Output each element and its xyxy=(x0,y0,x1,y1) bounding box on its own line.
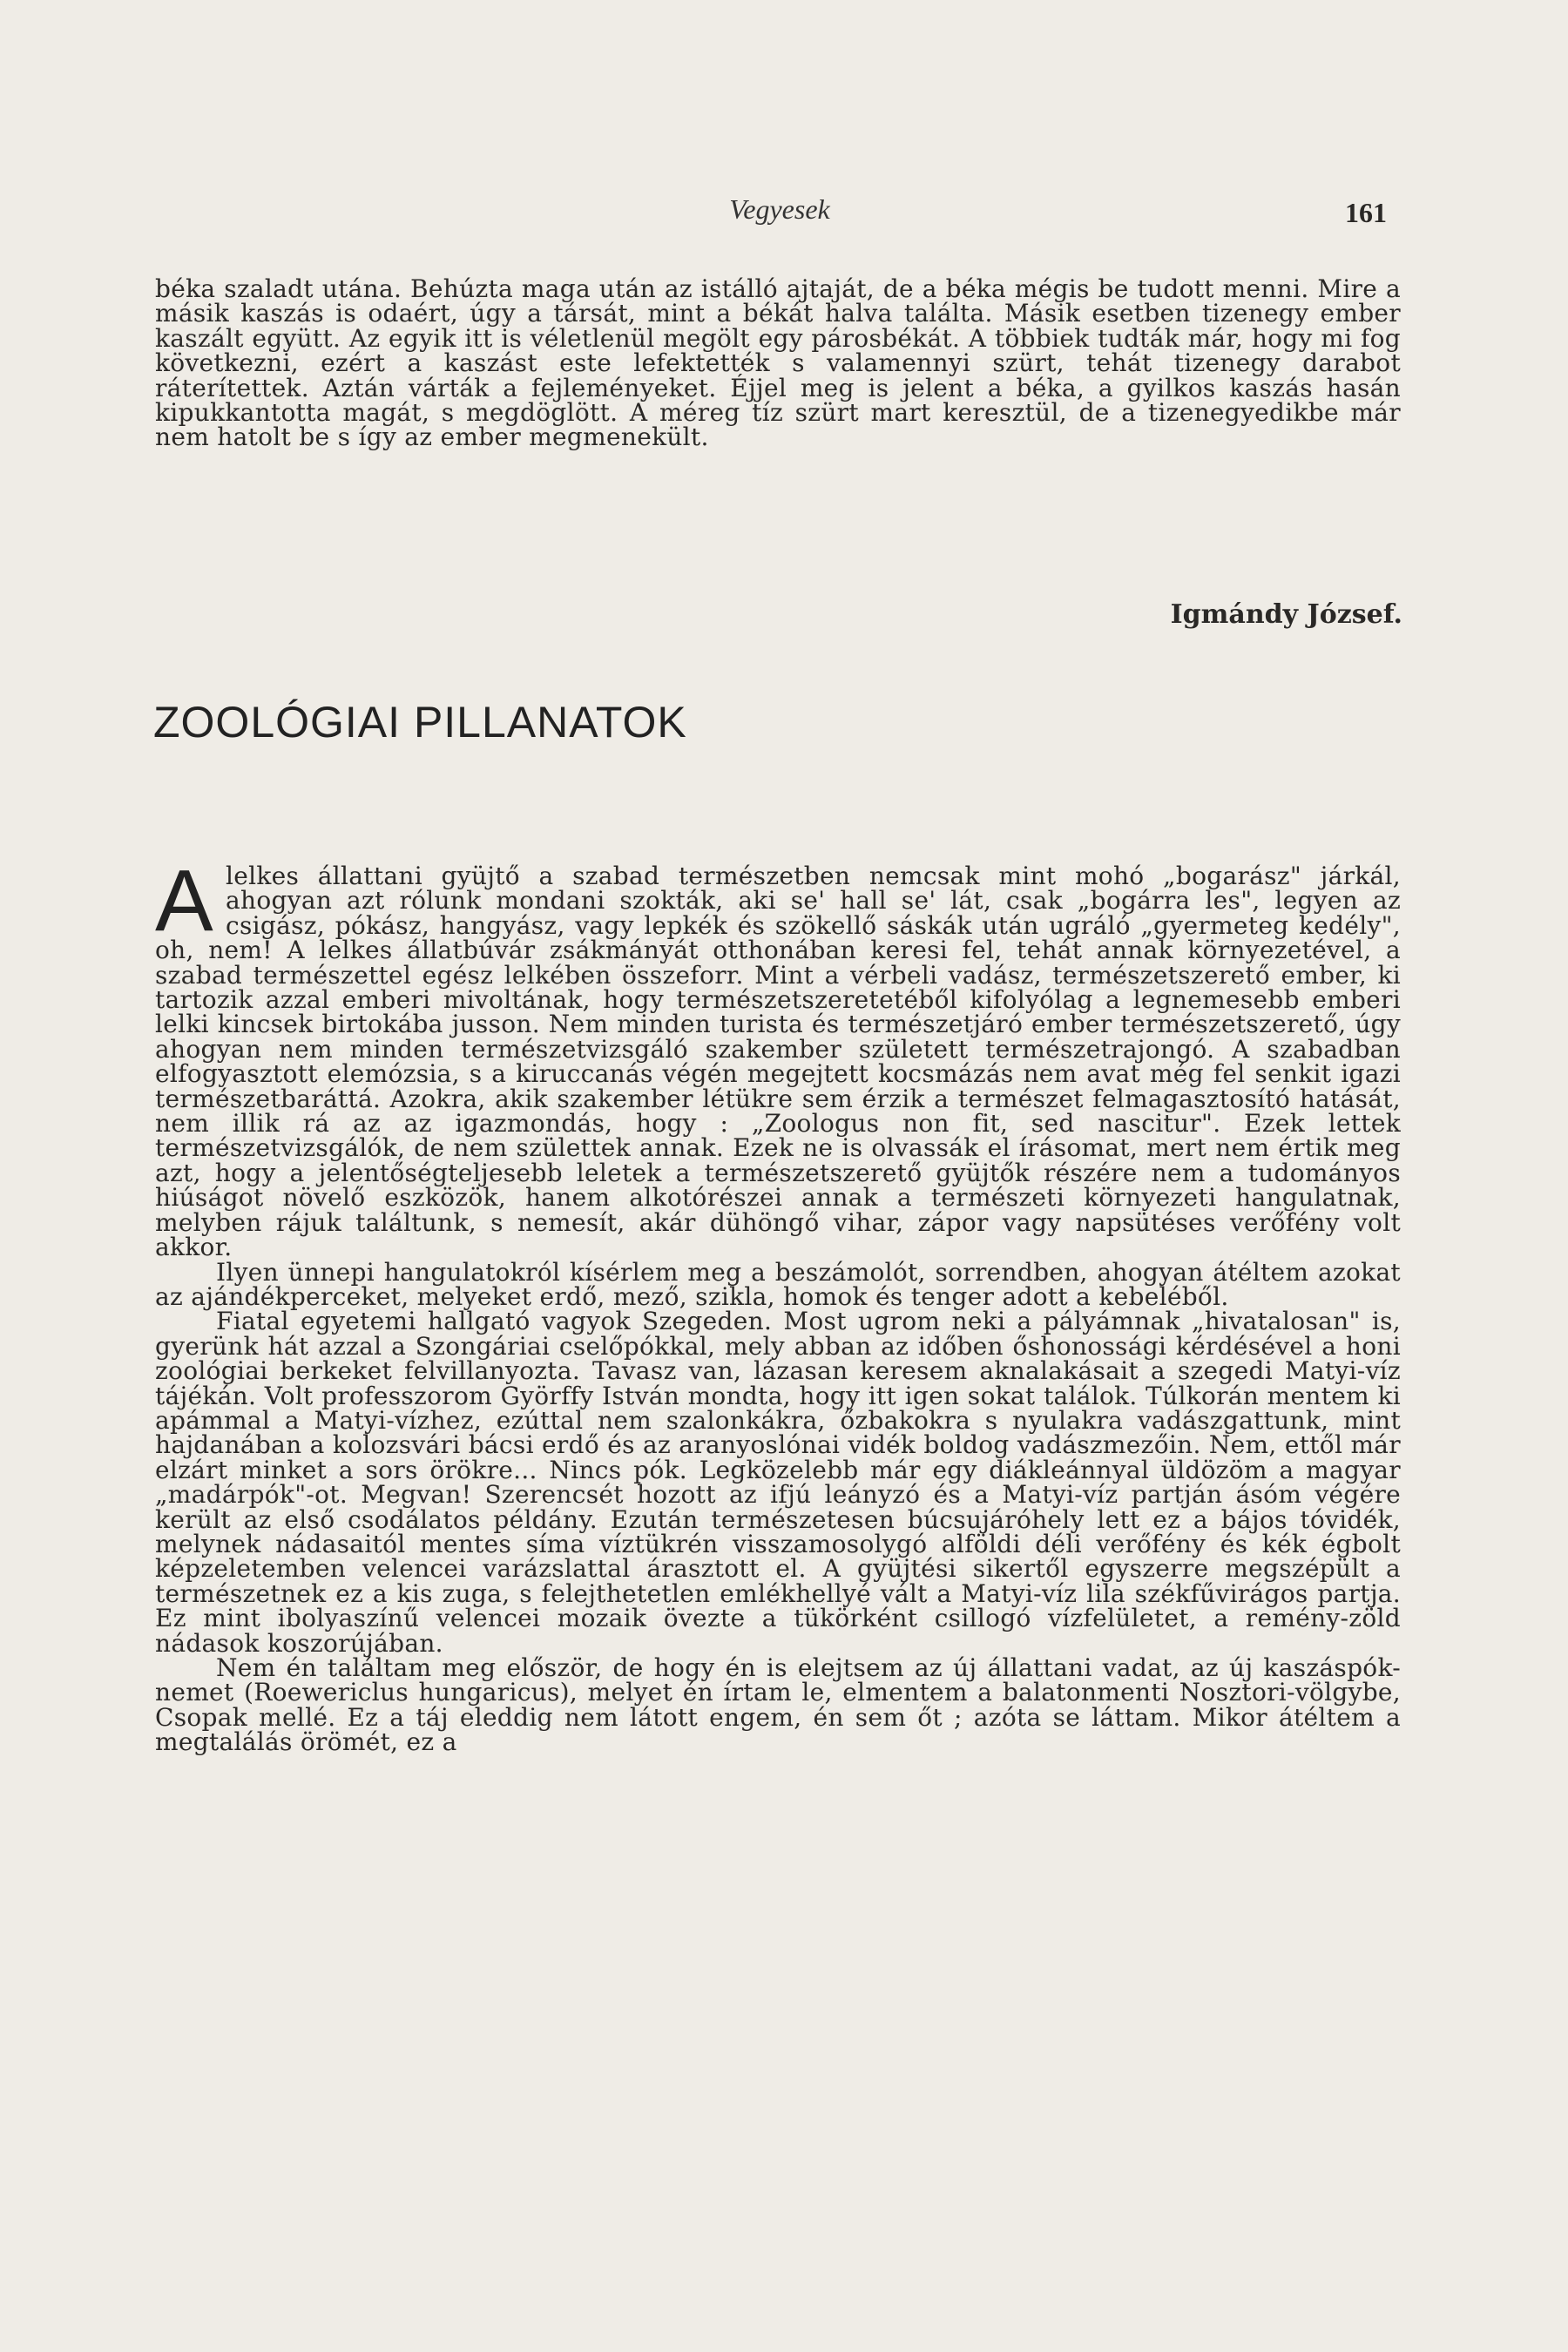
running-title: Vegyesek xyxy=(729,193,830,225)
previous-article-paragraph: béka szaladt utána. Behúzta maga után az istálló ajtaját, de a béka mégis be tudott menni. Mire a másik kaszás is odaért, úgy a társát, mint a békát halva találta. Másik esetben tizenegy ember kaszált együtt. Az egyik itt is véletlenül megölt egy párosbékát. A többiek tudták már, hogy mi fog következni, ezért a kaszást este lefektették s valamennyi szürt, tehát tizenegy darabot ráterítettek. Aztán várták a fejleményeket. Éjjel meg is jelent a béka, a gyilkos kaszás hasán kipukkantotta magát, s megdöglött. A méreg tíz szürt mart keresztül, de a tizenegyedikbe már nem hatolt be s így az ember megmenekült. xyxy=(155,274,1401,452)
author-signature: Igmándy József. xyxy=(1170,599,1402,630)
article-paragraph-4: Nem én találtam meg először, de hogy én is elejtsem az új állattani vadat, az új kaszáspók-nemet (Roewericlus hungaricus), melyet én írtam le, elmentem a balatonmenti Nosztori-völgybe, Csopak mellé. Ez a táj eleddig nem látott engem, én sem őt ; azóta se láttam. Mikor átéltem a megtalálás örömét, ez a xyxy=(155,1653,1401,1757)
article-title: ZOOLÓGIAI PILLANATOK xyxy=(153,698,687,747)
article-paragraph-3: Fiatal egyetemi hallgató vagyok Szegeden. Most ugrom neki a pályámnak „hivatalosan" is, gyerünk hát azzal a Szongáriai cselőpókkal, mely abban az időben őshonossági kérdésével a honi zoológiai berkeket felvillanyozta. Tavasz van, lázasan keresem aknalakásait a szegedi Matyi-víz tájékán. Volt professzorom Györffy István mondta, hogy itt igen sokat találok. Túlkorán mentem ki apámmal a Matyi-vízhez, ezúttal nem szalonkákra, őzbakokra s nyulakra vadászgattunk, mint hajdanában a kolozsvári bácsi erdő és az aranyoslónai vidék boldog vadászmezőin. Nem, ettől már elzárt minket a sors örökre... Nincs pók. Legközelebb már egy diákleánnyal üldözöm a magyar „madárpók"-ot. Megvan! Szerencsét hozott az ifjú leányzó és a Matyi-víz partján ásóm végére került az első csodálatos példány. Ezután természetesen búcsujáróhely lett ez a bájos tóvidék, melynek nádasaitól mentes síma víztükrén visszamosolygó alföldi déli verőfény és kék égbolt képzeletemben velencei varázslattal árasztott el. A gyüjtési sikertől egyszerre megszépült a természetnek ez a kis zuga, s felejthetetlen emlékhellyé vált a Matyi-víz lila székfűvirágos partja. Ez mint ibolyaszínű velencei mozaik övezte a tükörként csillogó vízfelületet, a remény-zöld nádasok koszorújában. xyxy=(155,1307,1401,1658)
running-header xyxy=(157,193,1402,228)
page-number: 161 xyxy=(1345,197,1387,228)
drop-cap: A xyxy=(155,852,213,950)
article-paragraph-1 xyxy=(155,852,1401,1262)
paragraph-text: lelkes állattani gyüjtő a szabad természetben nemcsak mint mohó „bogarász" járkál, ahogyan azt rólunk mondani szokták, aki se' hall se' lát, csak „bogárra les", legyen az csigász, pókász, hangyász, vagy lepkék és szökellő sáskák után ugráló „gyermeteg kedély", oh, nem! A lelkes állatbúvár zsákmányát otthonában keresi fel, tehát annak környezetével, a szabad természettel egész lelkében összeforr. Mint a vérbeli vadász, természetszerető ember, ki tartozik azzal emberi mivoltának, hogy természetszeretetéből kifolyólag a legnemesebb emberi lelki kincsek birtokába jusson. Nem minden turista és természetjáró ember természetszerető, úgy ahogyan nem minden természetvizsgáló szakember született természetrajongó. A szabadban elfogyasztott elemózsia, s a kiruccanás végén megejtett kocsmázás nem avat még fel senkit igazi természetbaráttá. Azokra, akik szakember létükre sem érzik a természet felmagasztosító hatását, nem illik rá az az igazmondás, hogy : „Zoologus non fit, sed nascitur". Ezek lettek természetvizsgálók, de nem születtek annak. Ezek ne is olvassák el írásomat, mert nem értik meg azt, hogy a jelentőségteljesebb leletek a természetszerető gyüjtők részére nem a tudományos hiúságot növelő eszközök, hanem alkotórészei annak a természeti környezeti hangulatnak, melyben rájuk találtunk, s nemesít, akár dühöngő vihar, zápor vagy napsütéses verőfény volt akkor. xyxy=(155,862,1401,1262)
article-body xyxy=(155,852,1401,1757)
previous-article-continuation xyxy=(155,274,1401,452)
article-paragraph-2: Ilyen ünnepi hangulatokról kísérlem meg a beszámolót, sorrendben, ahogyan átéltem azokat az ajándékperceket, melyeket erdő, mező, szikla, homok és tenger adott a kebeléből. xyxy=(155,1257,1401,1311)
